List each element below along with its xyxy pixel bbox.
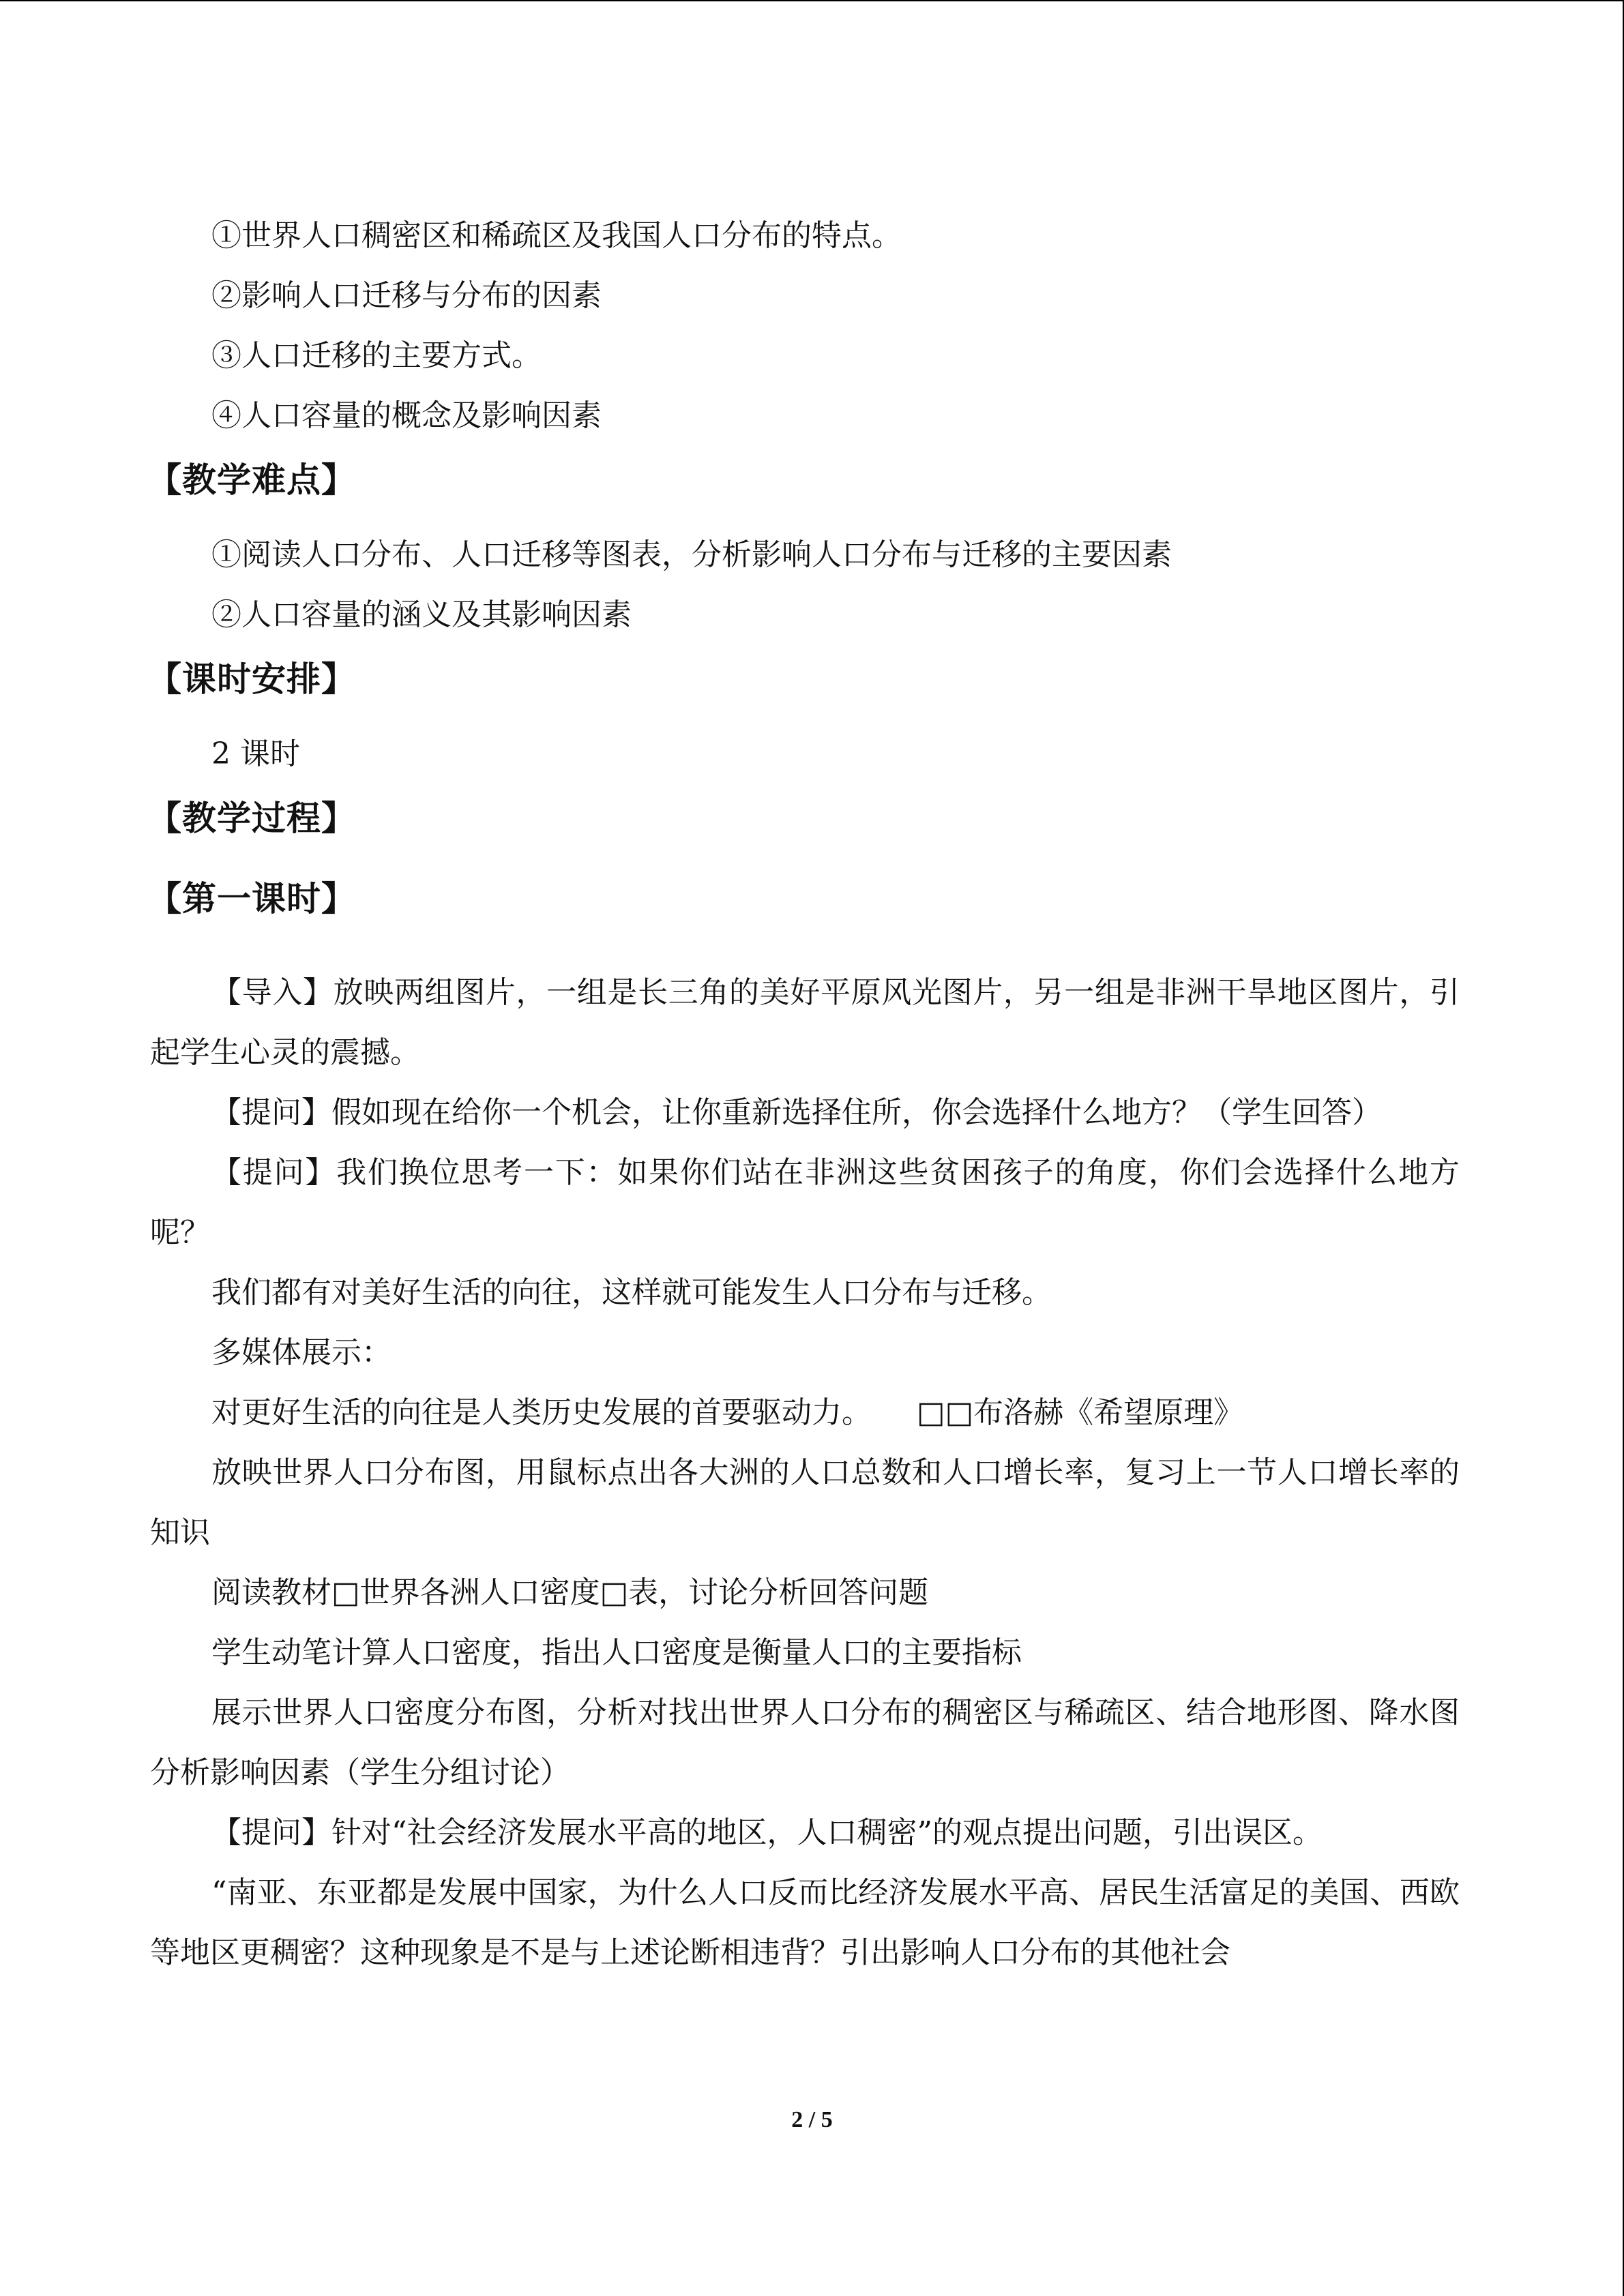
paragraph-textbook-table: 阅读教材□世界各洲人口密度□表，讨论分析回答问题 [211, 1575, 929, 1610]
paragraph-intro: 【导入】放映两组图片，一组是长三角的美好平原风光图片，另一组是非洲干旱地区图片，引起学生心灵的震撼。 [150, 975, 1460, 1070]
focus-point-item: ③人口迁移的主要方式。 [211, 338, 542, 373]
paragraph-density-calc: 学生动笔计算人口密度，指出人口密度是衡量人口的主要指标 [211, 1635, 1022, 1670]
paragraph-quote: 对更好生活的向往是人类历史发展的首要驱动力。 □□布洛赫《希望原理》 [211, 1395, 1244, 1430]
section-heading-process: 【教学过程】 [147, 799, 356, 838]
paragraph-question-1: 【提问】假如现在给你一个机会，让你重新选择住所，你会选择什么地方？（学生回答） [211, 1095, 1382, 1130]
section-heading-schedule: 【课时安排】 [147, 659, 356, 699]
difficulty-list [150, 525, 1460, 645]
paragraph-question-3: 【提问】针对“社会经济发展水平高的地区，人口稠密”的观点提出问题，引出误区。 [211, 1815, 1323, 1850]
paragraph-question-2: 【提问】我们换位思考一下：如果你们站在非洲这些贫困孩子的角度，你们会选择什么地方呢？ [150, 1155, 1460, 1250]
focus-point-item: ①世界人口稠密区和稀疏区及我国人口分布的特点。 [211, 218, 902, 253]
paragraph-south-asia: “南亚、东亚都是发展中国家，为什么人口反而比经济发展水平高、居民生活富足的美国、西欧等地区更稠密？这种现象是不是与上述论断相违背？引出影响人口分布的其他社会 [150, 1875, 1460, 1970]
difficulty-item: ②人口容量的涵义及其影响因素 [211, 597, 632, 632]
section-heading-difficulties: 【教学难点】 [147, 460, 356, 500]
page-number: 2 / 5 [791, 2107, 833, 2132]
paragraph-multimedia: 多媒体展示： [211, 1335, 392, 1370]
paragraph-density-map: 展示世界人口密度分布图，分析对找出世界人口分布的稠密区与稀疏区、结合地形图、降水图分析影响因素（学生分组讨论） [150, 1695, 1460, 1790]
paragraph-world-map: 放映世界人口分布图，用鼠标点出各大洲的人口总数和人口增长率，复习上一节人口增长率的知识 [150, 1455, 1460, 1550]
focus-point-item: ④人口容量的概念及影响因素 [211, 398, 602, 433]
difficulty-item: ①阅读人口分布、人口迁移等图表，分析影响人口分布与迁移的主要因素 [211, 537, 1172, 572]
paragraph-aspiration: 我们都有对美好生活的向往，这样就可能发生人口分布与迁移。 [211, 1275, 1052, 1310]
page-content [147, 206, 1460, 1983]
lesson-heading: 【第一课时】 [147, 879, 356, 919]
focus-point-item: ②影响人口迁移与分布的因素 [211, 278, 602, 313]
lesson-body [150, 963, 1460, 1983]
focus-point-list [150, 206, 1460, 446]
schedule-text: 2 课时 [211, 736, 300, 771]
